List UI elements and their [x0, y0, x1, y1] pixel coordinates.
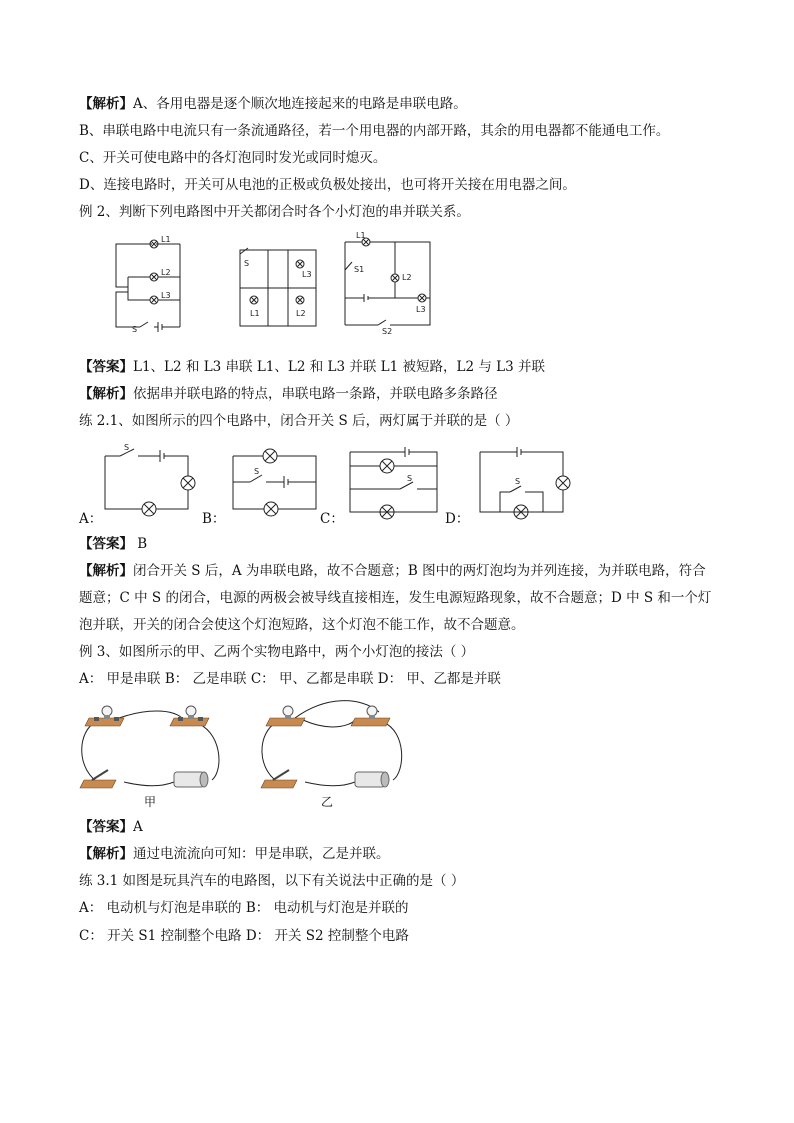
- practice-2-1-question: 练 2.1、如图所示的四个电路中，闭合开关 S 后，两灯属于并联的是（ ）: [79, 413, 519, 429]
- example-2-circuit-1: [110, 232, 190, 332]
- practice-3-1-options-cd: C： 开关 S1 控制整个电路 D： 开关 S2 控制整个电路: [79, 928, 409, 944]
- example-3-answer: [79, 817, 143, 837]
- practice-2-1-analysis-2: 题意；C 中 S 的闭合，电源的两极会被导线直接相连，发生电源短路现象，故不合题意；D 中 S 和一个灯: [79, 590, 712, 606]
- analysis-tag: 【解析】: [79, 846, 133, 862]
- label-L2: L2: [296, 309, 306, 318]
- practice-circuit-d: [475, 444, 580, 519]
- answer-text: L1、L2 和 L3 串联 L1、L2 和 L3 并联 L1 被短路，L2 与 L3 并联: [133, 359, 545, 375]
- example-2-question: 例 2、判断下列电路图中开关都闭合时各个小灯泡的串并联关系。: [79, 204, 470, 220]
- analysis-line-4: D、连接电路时，开关可从电池的正极或负极处接出，也可将开关接在用电器之间。: [79, 177, 576, 193]
- analysis-text: 依据串并联电路的特点，串联电路一条路，并联电路多条路径: [133, 386, 498, 402]
- practice-3-1-options-ab: A： 电动机与灯泡是串联的 B： 电动机与灯泡是并联的: [79, 900, 409, 916]
- label-L3: L3: [416, 305, 426, 314]
- label-S2: S2: [382, 327, 393, 336]
- practice-2-1-analysis-3: 泡并联，开关的闭合会使这个灯泡短路，这个灯泡不能工作，故不合题意。: [79, 617, 525, 633]
- caption-jia: 甲: [144, 795, 157, 809]
- caption-yi: 乙: [321, 795, 334, 809]
- answer-text: A: [133, 819, 143, 835]
- physical-circuit-jia: [74, 700, 239, 810]
- analysis-line-1: [79, 94, 467, 114]
- analysis-text: 闭合开关 S 后，A 为串联电路，故不合题意；B 图中的两灯泡均为并列连接，为并联电路，符合: [133, 563, 706, 579]
- practice-3-1-question: 练 3.1 如图是玩具汽车的电路图，以下有关说法中正确的是（ ）: [79, 873, 465, 889]
- label-S: S: [515, 477, 521, 486]
- practice-2-1-answer: [79, 534, 147, 554]
- option-c-label: C：: [320, 511, 344, 527]
- option-a-label: A：: [79, 511, 103, 527]
- label-L1: L1: [161, 235, 171, 244]
- analysis-tag: 【解析】: [79, 563, 133, 579]
- example-2-circuit-2: [230, 240, 320, 330]
- example-3-question: 例 3、如图所示的甲、乙两个实物电路中，两个小灯泡的接法（ ）: [79, 644, 475, 660]
- analysis-tag: 【解析】: [79, 96, 133, 112]
- analysis-text: A、各用电器是逐个顺次地连接起来的电路是串联电路。: [133, 96, 467, 112]
- example-2-analysis: [79, 384, 498, 404]
- answer-tag: 【答案】: [79, 536, 133, 552]
- label-L1: L1: [356, 231, 366, 240]
- label-S: S: [132, 325, 138, 334]
- label-S: S: [407, 474, 413, 483]
- analysis-text: 通过电流流向可知：甲是串联，乙是并联。: [133, 846, 390, 862]
- label-S: S: [254, 467, 260, 476]
- example-3-analysis: [79, 844, 390, 864]
- label-L3: L3: [302, 270, 312, 279]
- example-2-circuit-3: [340, 230, 450, 336]
- practice-circuit-c: [345, 444, 445, 519]
- option-d-label: D：: [445, 511, 470, 527]
- label-L2: L2: [161, 268, 171, 277]
- example-2-answer: [79, 357, 545, 377]
- answer-tag: 【答案】: [79, 819, 133, 835]
- physical-circuit-yi: [255, 696, 420, 811]
- example-3-options: A： 甲是串联 B： 乙是串联 C： 甲、乙都是串联 D： 甲、乙都是并联: [79, 671, 501, 687]
- practice-circuit-a: [100, 444, 200, 519]
- practice-2-1-analysis-1: [79, 561, 706, 581]
- label-L1: L1: [250, 309, 260, 318]
- practice-circuit-b: [228, 444, 328, 519]
- label-L3: L3: [161, 291, 171, 300]
- label-L2: L2: [402, 273, 412, 282]
- label-S: S: [244, 259, 250, 268]
- answer-text: B: [133, 536, 148, 552]
- analysis-line-3: C、开关可使电路中的各灯泡同时发光或同时熄灭。: [79, 150, 387, 166]
- option-b-label: B：: [202, 511, 226, 527]
- label-S1: S1: [354, 265, 365, 274]
- analysis-line-2: B、串联电路中电流只有一条流通路径，若一个用电器的内部开路，其余的用电器都不能通电工作。: [79, 123, 670, 139]
- label-S: S: [124, 443, 130, 452]
- analysis-tag: 【解析】: [79, 386, 133, 402]
- answer-tag: 【答案】: [79, 359, 133, 375]
